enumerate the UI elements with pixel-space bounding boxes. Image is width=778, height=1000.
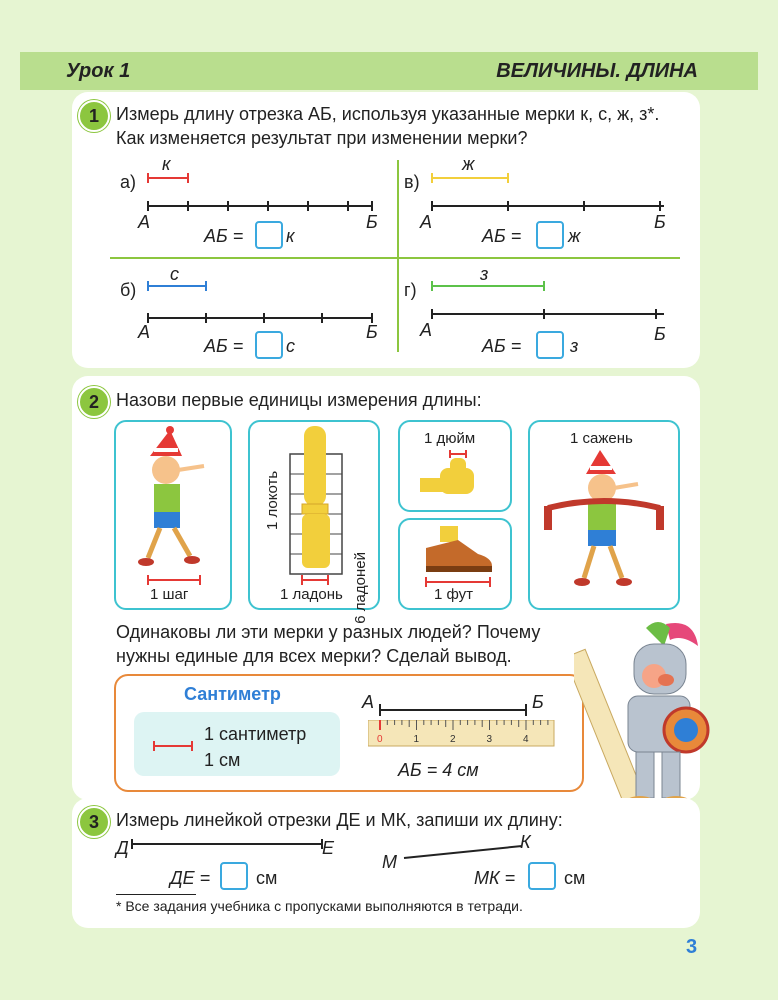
footnote: * Все задания учебника с пропусками выполняются в тетради.: [116, 898, 523, 914]
footnote-rule: [116, 894, 196, 895]
part-g-segments: [424, 278, 674, 328]
point-e: Е: [322, 838, 335, 858]
mk-unit: см: [564, 868, 586, 888]
ruler-measure-segment: [374, 700, 534, 720]
task2-question: Одинаковы ли эти мерки у разных людей? Почему нужны единые для всех мерки? Сделай вывод.: [116, 622, 541, 666]
part-g-answer-box[interactable]: [536, 331, 564, 359]
part-g-equation: АБ =: [482, 336, 522, 356]
ruler-tick-4: 4: [523, 734, 529, 745]
part-v-point-b: Б: [654, 212, 666, 232]
caption-foot: 1 фут: [434, 586, 474, 603]
part-a-label: а): [120, 172, 137, 192]
caption-sazhen: 1 сажень: [570, 430, 633, 447]
de-answer-box[interactable]: [220, 862, 248, 890]
caption-inch: 1 дюйм: [424, 430, 476, 447]
one-cm-segment: [150, 740, 198, 752]
task1-number: 1: [78, 100, 110, 132]
caption-palms: 6 ладоней: [352, 552, 369, 624]
thumb-illustration: [420, 448, 496, 504]
point-k: К: [520, 832, 531, 852]
caption-palm: 1 ладонь: [280, 586, 343, 603]
part-a-measure-name: к: [162, 154, 171, 174]
lesson-number: Урок 1: [66, 60, 131, 82]
picture-elbow: [248, 420, 380, 624]
mk-answer-box[interactable]: [528, 862, 556, 890]
shoe-illustration: [418, 526, 498, 578]
part-g-unit: з: [570, 336, 579, 356]
ruler-point-b: Б: [532, 692, 544, 712]
task3-text: Измерь линейкой отрезки ДЕ и МК, запиши их длину:: [116, 810, 563, 830]
part-v-equation: АБ =: [482, 226, 522, 246]
part-b-equation: АБ =: [204, 336, 244, 356]
part-a-unit: к: [286, 226, 295, 246]
segment-mk: [400, 840, 530, 864]
lesson-header: [20, 52, 758, 90]
part-b-answer-box[interactable]: [255, 331, 283, 359]
part-b-label: б): [120, 280, 137, 300]
ruler: [368, 720, 558, 750]
ruler-point-a: А: [362, 692, 375, 712]
task3-number: 3: [78, 806, 110, 838]
part-b-point-a: А: [138, 322, 151, 342]
picture-inch: [398, 420, 512, 512]
part-a-point-a: А: [138, 212, 151, 232]
mk-equation: МК =: [474, 868, 516, 888]
arm-grid-illustration: [286, 426, 346, 576]
part-a-segments: [140, 170, 380, 220]
segment-de: [128, 836, 328, 852]
part-g-measure-name: з: [480, 264, 489, 284]
point-d: Д: [116, 838, 129, 858]
part-b-point-b: Б: [366, 322, 378, 342]
task2-text: Назови первые единицы измерения длины:: [116, 390, 482, 410]
knight-with-ruler-illustration: [574, 618, 764, 814]
part-a-equation: АБ =: [204, 226, 244, 246]
boy-walking-illustration: [120, 426, 226, 576]
part-g-point-a: А: [420, 320, 433, 340]
part-g-point-b: Б: [654, 324, 666, 344]
de-unit: см: [256, 868, 278, 888]
part-v-measure-name: ж: [462, 154, 475, 174]
point-m: М: [382, 852, 397, 872]
part-v-unit: ж: [568, 226, 581, 246]
picture-step: [114, 420, 232, 610]
task1-text: Измерь длину отрезка АБ, используя указанные мерки к, с, ж, з*. Как изменяется результат при изменении мерки?: [116, 104, 660, 148]
ruler-result: АБ = 4 см: [398, 760, 479, 780]
picture-foot: [398, 518, 512, 610]
centimeter-title: Сантиметр: [184, 684, 281, 704]
ruler-tick-3: 3: [486, 734, 493, 745]
lesson-topic: ВЕЛИЧИНЫ. ДЛИНА: [496, 60, 698, 82]
ruler-tick-0: 0: [377, 734, 383, 745]
part-b-segments: [140, 278, 380, 328]
step-measure-segment: [144, 574, 204, 586]
part-v-segments: [424, 170, 674, 220]
caption-elbow: 1 локоть: [264, 470, 281, 530]
part-a-point-b: Б: [366, 212, 378, 232]
boy-arms-spread-illustration: [540, 450, 668, 600]
palm-measure-segment: [298, 574, 332, 586]
ruler-tick-2: 2: [450, 734, 456, 745]
part-v-label: в): [404, 172, 420, 192]
centimeter-line2: 1 см: [204, 750, 241, 770]
part-a-answer-box[interactable]: [255, 221, 283, 249]
task2-number: 2: [78, 386, 110, 418]
picture-sazhen: [528, 420, 680, 610]
centimeter-line1: 1 сантиметр: [204, 724, 307, 744]
part-g-label: г): [404, 280, 417, 300]
page-number: 3: [686, 936, 698, 958]
caption-step: 1 шаг: [150, 586, 189, 603]
part-b-measure-name: с: [170, 264, 179, 284]
ruler-tick-1: 1: [413, 734, 420, 745]
de-equation: ДЕ =: [170, 868, 211, 888]
part-v-answer-box[interactable]: [536, 221, 564, 249]
part-v-point-a: А: [420, 212, 433, 232]
part-b-unit: с: [286, 336, 295, 356]
